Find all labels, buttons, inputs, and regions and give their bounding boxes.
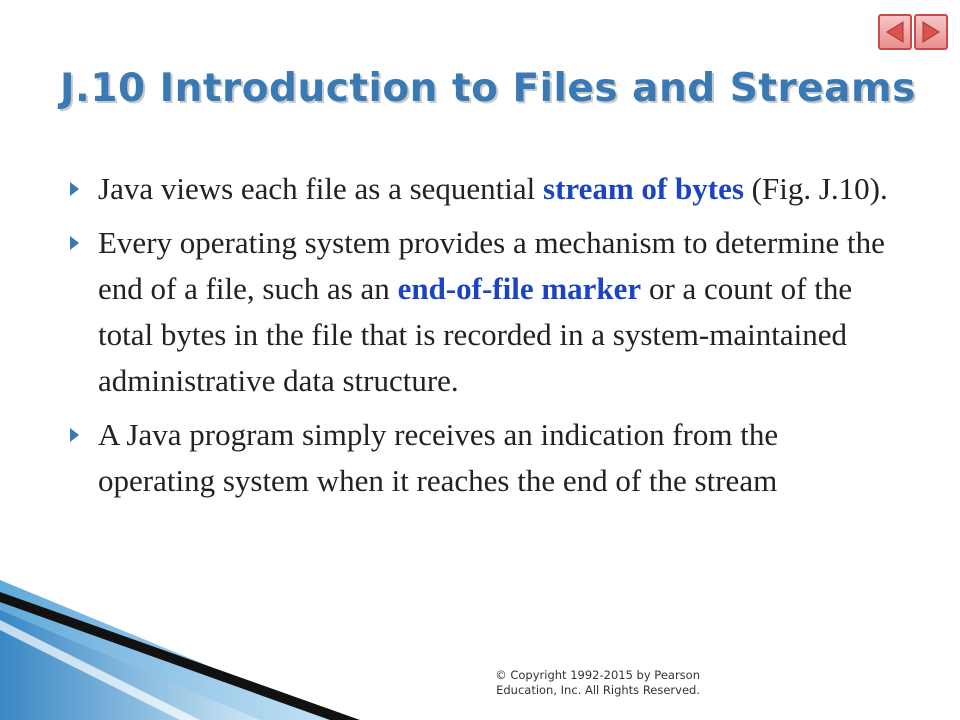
decorative-swoosh bbox=[0, 580, 420, 720]
bullet-text: (Fig. J.10). bbox=[743, 171, 888, 206]
slide-navigation bbox=[878, 14, 948, 50]
bullet-arrow-icon bbox=[70, 428, 79, 442]
bullet-text: or a count of the total bytes in the file that is recorded in a system-maintained administrative data structure. bbox=[98, 271, 853, 398]
bullet-arrow-icon bbox=[70, 236, 79, 250]
bullet-text: Java views each file as a sequential bbox=[98, 171, 544, 206]
copyright-notice bbox=[440, 668, 700, 698]
triangle-left-icon bbox=[884, 20, 906, 44]
bullet-item bbox=[66, 412, 896, 504]
highlighted-term: stream of bytes bbox=[543, 171, 744, 206]
copyright-line: © Copyright 1992-2015 by Pearson bbox=[495, 668, 700, 682]
bullet-arrow-icon bbox=[70, 182, 79, 196]
title-text: Introduction to Files and Streams bbox=[159, 66, 916, 111]
triangle-right-icon bbox=[920, 20, 942, 44]
bullet-list bbox=[66, 166, 896, 512]
bullet-text: A Java program simply receives an indication from the operating system when it reaches the end of the stream bbox=[98, 417, 779, 498]
highlighted-term: end-of-file marker bbox=[397, 271, 642, 306]
previous-slide-button[interactable] bbox=[878, 14, 912, 50]
slide-title bbox=[60, 66, 916, 111]
section-number: J.10 bbox=[60, 66, 146, 111]
bullet-item bbox=[66, 220, 896, 404]
copyright-line: Education, Inc. All Rights Reserved. bbox=[496, 683, 700, 697]
bullet-text: Every operating system provides a mechanism to determine the end of a file, such as an bbox=[98, 225, 885, 306]
bullet-item bbox=[66, 166, 896, 212]
next-slide-button[interactable] bbox=[914, 14, 948, 50]
